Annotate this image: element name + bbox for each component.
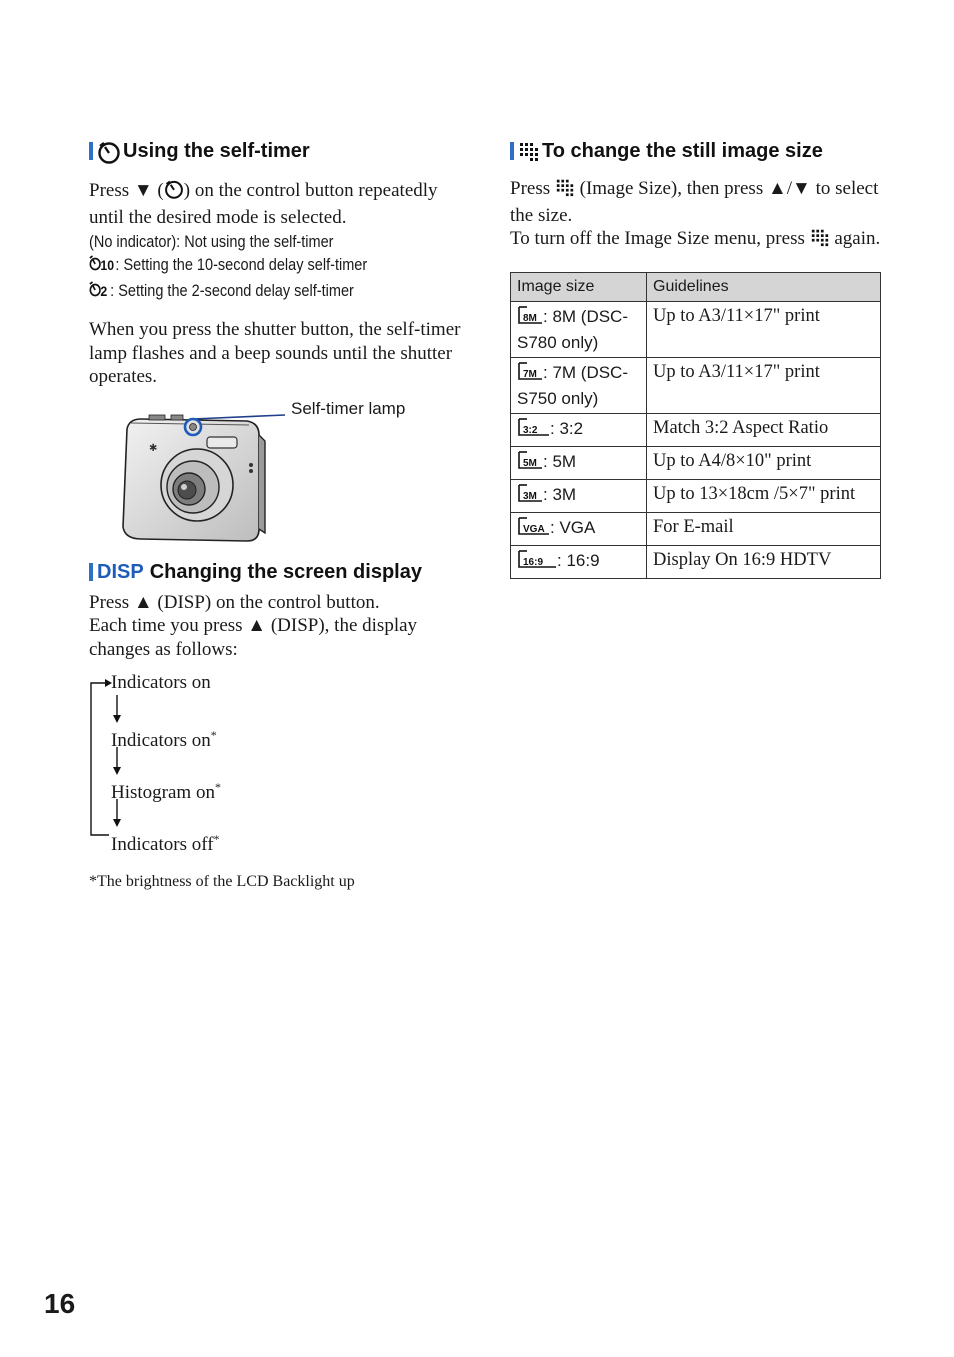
- mode-2s-text: : Setting the 2-second delay self-timer: [110, 282, 354, 300]
- self-timer-description: When you press the shutter button, the self-timer lamp flashes and a beep sounds until the shutter operates.: [89, 319, 461, 387]
- self-timer-icon: [164, 179, 184, 206]
- image-size-cell: [511, 413, 647, 446]
- flow-step-3-text: Histogram on: [111, 782, 215, 803]
- table-row: [511, 512, 881, 545]
- self-timer-heading: [89, 138, 469, 171]
- size-mode-icon: [517, 549, 557, 575]
- table-row: [511, 479, 881, 512]
- table-row: [511, 301, 881, 357]
- self-timer-heading-text: Using the self-timer: [123, 140, 310, 162]
- flow-step-1: [111, 672, 211, 694]
- self-timer-10-icon: [89, 255, 115, 280]
- image-size-icon: [555, 177, 575, 204]
- guideline-cell: Display On 16:9 HDTV: [647, 545, 881, 578]
- mode-none: (No indicator): Not using the self-timer: [89, 233, 334, 251]
- camera-figure: [89, 399, 469, 551]
- guideline-cell: Up to 13×18cm /5×7" print: [647, 479, 881, 512]
- table-header-row: [511, 272, 881, 301]
- self-timer-icon: [97, 140, 121, 171]
- size-mode-icon: [517, 450, 543, 476]
- flow-step-1-text: Indicators on: [111, 672, 211, 693]
- asterisk: *: [214, 780, 221, 794]
- image-size-turnoff: [510, 227, 882, 254]
- image-size-cell: [511, 446, 647, 479]
- image-size-cell: [511, 479, 647, 512]
- table-row: [511, 413, 881, 446]
- flow-arrows: [89, 675, 129, 851]
- guideline-cell: Up to A3/11×17" print: [647, 357, 881, 413]
- image-size-value: : 3M: [543, 484, 577, 504]
- flow-step-2-text: Indicators on: [111, 730, 211, 751]
- page-number: 16: [44, 1288, 76, 1319]
- flow-step-2: [111, 724, 217, 752]
- column-header-guidelines: Guidelines: [647, 272, 881, 301]
- heading-marker: [89, 142, 93, 160]
- image-size-heading: [510, 138, 882, 169]
- table-row: [511, 357, 881, 413]
- image-size-instructions: [510, 177, 882, 227]
- turnoff-pre: To turn off the Image Size menu, press: [510, 228, 805, 249]
- right-column: [510, 138, 882, 579]
- asterisk: *: [213, 832, 220, 846]
- image-size-cell: [511, 512, 647, 545]
- intro-post: ) on the control button repeatedly until the desired mode is selected.: [89, 180, 438, 228]
- image-size-cell: [511, 357, 647, 413]
- svg-text:16:9: 16:9: [523, 556, 544, 568]
- size-mode-icon: [517, 361, 543, 387]
- image-size-value: : 3:2: [550, 418, 584, 438]
- guideline-cell: Match 3:2 Aspect Ratio: [647, 413, 881, 446]
- self-timer-intro: [89, 179, 469, 229]
- display-flow-diagram: [89, 672, 469, 855]
- guideline-cell: Up to A3/11×17" print: [647, 301, 881, 357]
- mode-10s: [89, 254, 423, 280]
- disp-line-2: Each time you press ▲ (DISP), the display changes as follows:: [89, 615, 418, 660]
- image-size-table: [510, 272, 881, 579]
- asterisk: *: [210, 728, 217, 742]
- svg-text:10: 10: [100, 257, 115, 273]
- size-mode-icon: [517, 417, 550, 443]
- intro-pre: Press ▼ (: [89, 180, 164, 201]
- image-size-icon: [810, 227, 830, 254]
- size-mode-icon: [517, 305, 543, 331]
- heading-marker: [89, 563, 93, 581]
- flow-step-3: [111, 776, 221, 804]
- disp-line-1: Press ▲ (DISP) on the control button.: [89, 591, 380, 613]
- size-mode-icon: [517, 483, 543, 509]
- svg-text:3M: 3M: [523, 490, 537, 502]
- disp-label: DISP: [97, 560, 144, 583]
- table-row: [511, 545, 881, 578]
- image-size-icon: [518, 140, 540, 169]
- guideline-cell: Up to A4/8×10" print: [647, 446, 881, 479]
- self-timer-2-icon: [89, 281, 110, 306]
- image-size-heading-text: To change the still image size: [542, 140, 823, 162]
- flow-step-4: [111, 828, 220, 856]
- image-size-value: : 7M (DSC-S750 only): [517, 362, 628, 408]
- left-column: [89, 138, 469, 891]
- mode-2s: [89, 280, 423, 306]
- image-size-value: : 5M: [543, 451, 577, 471]
- press-word: Press: [510, 178, 551, 199]
- heading-marker: [510, 142, 514, 160]
- image-size-cell: [511, 301, 647, 357]
- image-size-cell: [511, 545, 647, 578]
- camera-illustration: [89, 399, 469, 551]
- svg-text:2: 2: [100, 283, 108, 299]
- column-header-image-size: Image size: [511, 272, 647, 301]
- guideline-cell: For E-mail: [647, 512, 881, 545]
- press-post: (Image Size), then press ▲/▼ to select the size.: [510, 178, 879, 226]
- svg-text:7M: 7M: [523, 368, 537, 380]
- svg-text:3:2: 3:2: [523, 424, 538, 436]
- mode-10s-text: : Setting the 10-second delay self-timer: [115, 256, 368, 274]
- table-row: [511, 446, 881, 479]
- image-size-value: : 8M (DSC-S780 only): [517, 306, 628, 352]
- table-body: [511, 301, 881, 578]
- disp-heading: [89, 559, 469, 585]
- image-size-value: : 16:9: [557, 550, 600, 570]
- image-size-value: : VGA: [550, 517, 596, 537]
- self-timer-lamp-label: Self-timer lamp: [291, 398, 406, 418]
- svg-text:5M: 5M: [523, 457, 537, 469]
- flow-step-4-text: Indicators off: [111, 834, 214, 855]
- svg-text:✱: ✱: [149, 442, 158, 454]
- self-timer-modes: [89, 231, 469, 306]
- size-mode-icon: [517, 516, 550, 542]
- svg-text:VGA: VGA: [523, 523, 545, 535]
- turnoff-post: again.: [834, 228, 881, 249]
- disp-heading-text: Changing the screen display: [149, 560, 422, 583]
- footnote: *The brightness of the LCD Backlight up: [89, 873, 355, 890]
- svg-text:8M: 8M: [523, 312, 537, 324]
